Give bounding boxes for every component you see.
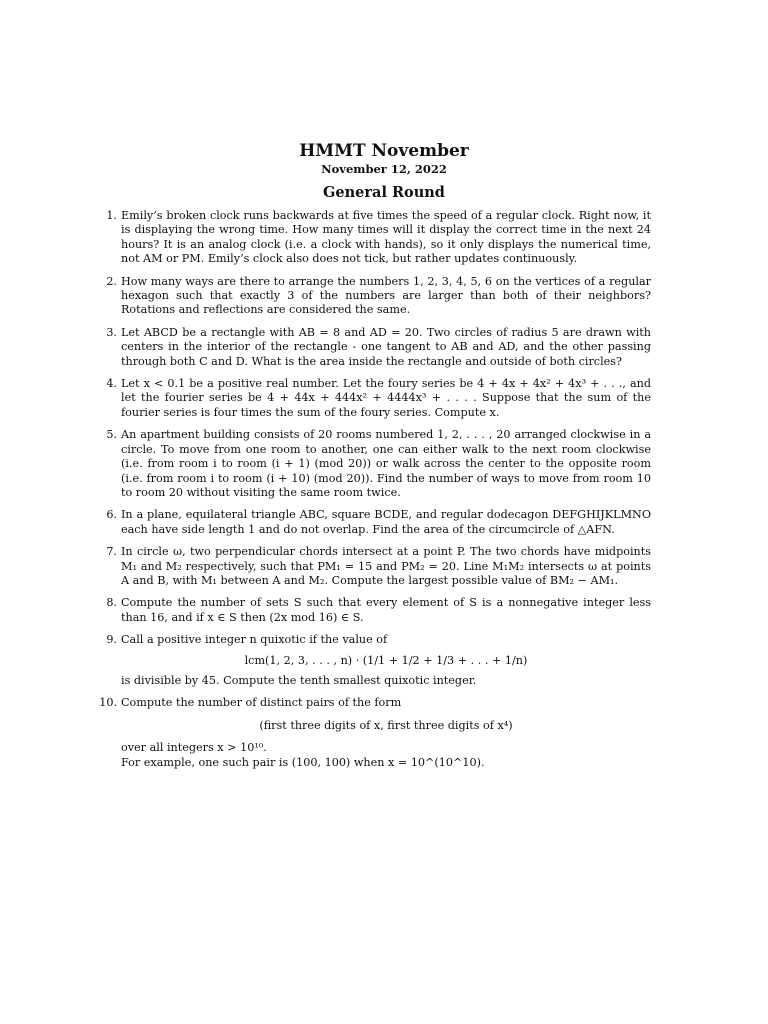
problem-number: 3. [106,325,117,339]
problem-text: For example, one such pair is (100, 100) when x = 10^(10^10). [121,755,485,769]
problem-number: 6. [106,508,117,522]
problem-number: 4. [106,377,117,391]
problem-text: Compute the number of sets S such that every element of S is a nonnegative integer less than 16, and if x ∈ S then (2x mod 16) ∈ S. [121,596,651,624]
problem-text: An apartment building consists of 20 rooms numbered 1, 2, . . . , 20 arranged clockwise in a circle. To move from one room to another, one can either walk to the next room clockwise (i.e. from room i to room (i + 1) (mod 20)) or walk across the center to the opposite room (i.e. from room i to room (i + 10) (mod 20)). Find the number of ways to move from room 10 to room 20 without visiting the same room twice. [121,428,651,499]
problem-text: In circle ω, two perpendicular chords intersect at a point P. The two chords have midpoints M₁ and M₂ respectively, such that PM₁ = 15 and PM₂ = 20. Line M₁M₂ intersects ω at points A and B, with M₁ between A and M₂. Compute the largest possible value of BM₂ − AM₁. [121,545,651,587]
problem-item [106,325,651,369]
problem-number: 10. [99,696,117,710]
problem-item [106,596,651,625]
document-header [0,140,768,203]
problem-item [99,696,651,770]
problem-number: 9. [106,633,117,647]
problem-item [106,209,651,267]
problem-text: Emily’s broken clock runs backwards at five times the speed of a regular clock. Right now, it is displaying the wrong time. How many times will it display the correct time in the next 24 hours? It is an analog clock (i.e. a clock with hands), so it only displays the numerical time, not AM or PM. Emily’s clock also does not tick, but rather updates continuously. [121,209,651,266]
problem-text: Call a positive integer n quixotic if the value of [121,633,388,647]
problem-text: over all integers x > 10¹⁰. [121,741,267,755]
problem-text: In a plane, equilateral triangle ABC, square BCDE, and regular dodecagon DEFGHIJKLMNO each have side length 1 and do not overlap. Find the area of the circumcircle of △AFN. [121,508,651,536]
problem-text: Let ABCD be a rectangle with AB = 8 and AD = 20. Two circles of radius 5 are drawn with centers in the interior of the rectangle - one tangent to AB and AD, and the other passing through both C and D. What is the area inside the rectangle and outside of both circles? [121,325,651,368]
round-title: General Round [323,184,445,201]
problem-item [106,274,651,318]
problem-item [106,545,651,588]
problem-item [106,428,651,500]
contest-title: HMMT November [299,141,469,161]
problem-number: 7. [106,545,117,559]
problem-text: How many ways are there to arrange the numbers 1, 2, 3, 4, 5, 6 on the vertices of a regular hexagon such that exactly 3 of the numbers are larger than both of their neighbors? Rotations and reflections are considered the same. [121,274,651,317]
problem-item [106,377,651,420]
problem-number: 1. [106,209,117,222]
problem-item [106,633,651,688]
contest-date: November 12, 2022 [321,162,447,176]
problem-text: is divisible by 45. Compute the tenth smallest quixotic integer. [121,673,477,687]
problem-text: Compute the number of distinct pairs of the form [121,696,402,710]
display-formula: (first three digits of x, first three digits of x⁴) [259,718,513,732]
problem-number: 5. [106,428,117,442]
problem-number: 2. [106,274,117,288]
problem-item [106,508,651,537]
problem-text: Let x < 0.1 be a positive real number. Let the foury series be 4 + 4x + 4x² + 4x³ + . . ., and let the fourier series be 4 + 44x + 444x² + 4444x³ + . . . . Suppose that the sum of the fourier series is four times the sum of the foury series. Compute x. [121,377,651,419]
display-formula: lcm(1, 2, 3, . . . , n) · (1/1 + 1/2 + 1/3 + . . . + 1/n) [244,653,528,667]
problem-number: 8. [106,596,117,610]
problem-list [0,209,768,778]
